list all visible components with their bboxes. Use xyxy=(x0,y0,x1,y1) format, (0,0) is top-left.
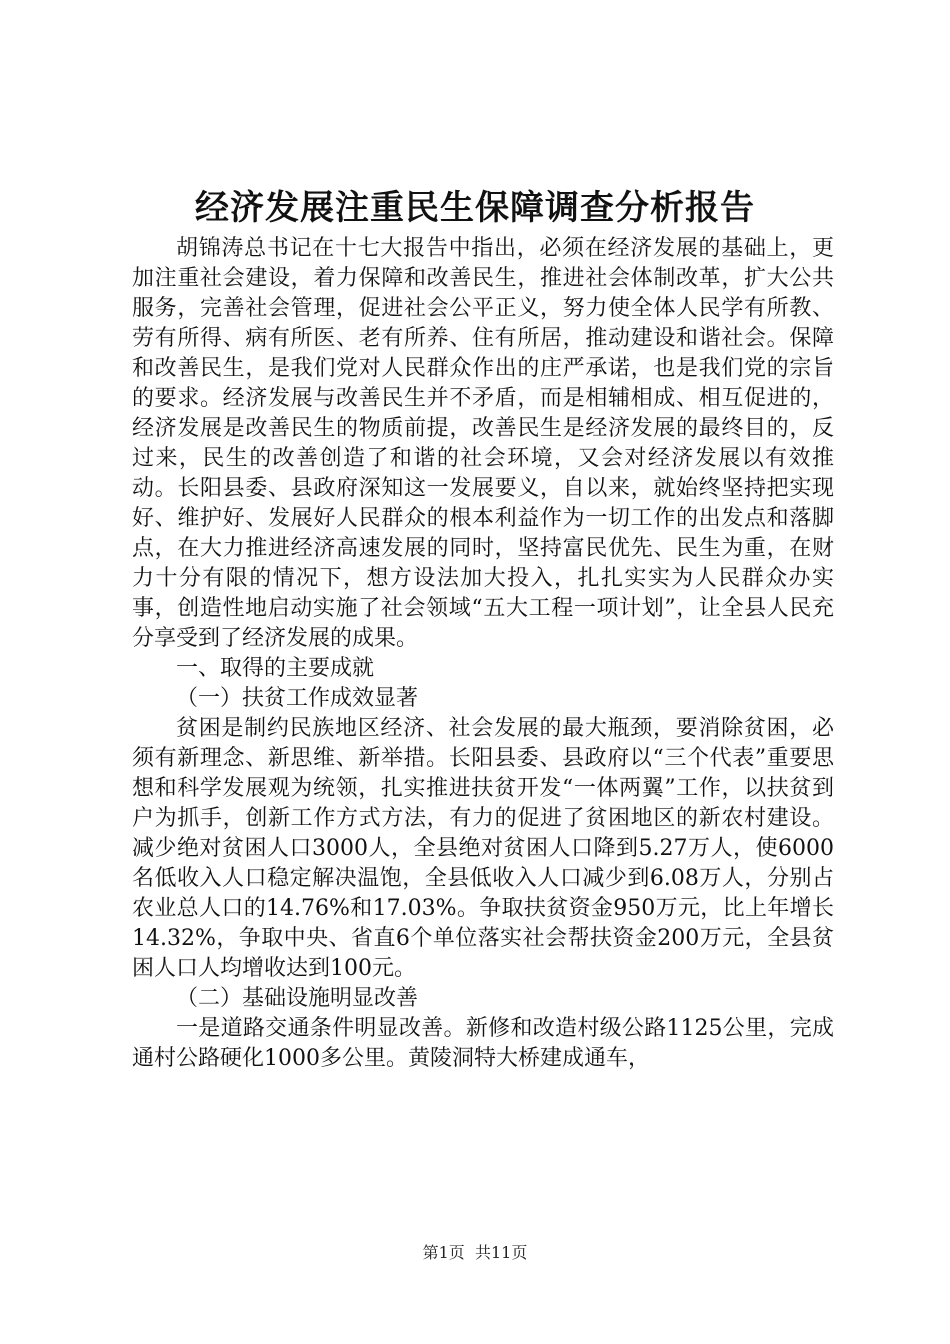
subsection-heading-1: （一）扶贫工作成效显著 xyxy=(176,686,419,711)
page-footer xyxy=(0,1241,950,1265)
poverty-paragraph: 贫困是制约民族地区经济、社会发展的最大瓶颈，要消除贫困，必须有新理念、新思维、新举措。长阳县委、县政府以“三个代表”重要思想和科学发展观为统领，扎实推进扶贫开发“一体两翼”工作，以扶贫到户为抓手，创新工作方式方法，有力的促进了贫困地区的新农村建设。减少绝对贫困人口3000人，全县绝对贫困人口降到5.27万人，使6000名低收入人口稳定解决温饱，全县低收入人口减少到6.08万人，分别占农业总人口的14.76%和17.03%。争取扶贫资金950万元，比上年增长14.32%，争取中央、省直6个单位落实社会帮扶资金200万元，全县贫困人口人均增收达到100元。 xyxy=(132,716,834,981)
document-body xyxy=(132,234,834,1074)
subsection-heading-2: （二）基础设施明显改善 xyxy=(176,986,419,1011)
document-title: 经济发展注重民生保障调查分析报告 xyxy=(195,188,755,228)
intro-paragraph: 胡锦涛总书记在十七大报告中指出，必须在经济发展的基础上，更加注重社会建设，着力保障和改善民生，推进社会体制改革，扩大公共服务，完善社会管理，促进社会公平正义，努力使全体人民学有所教、劳有所得、病有所医、老有所养、住有所居，推动建设和谐社会。保障和改善民生，是我们党对人民群众作出的庄严承诺，也是我们党的宗旨的要求。经济发展与改善民生并不矛盾，而是相辅相成、相互促进的，经济发展是改善民生的物质前提，改善民生是经济发展的最终目的，反过来，民生的改善创造了和谐的社会环境，又会对经济发展以有效推动。长阳县委、县政府深知这一发展要义，自以来，就始终坚持把实现好、维护好、发展好人民群众的根本利益作为一切工作的出发点和落脚点，在大力推进经济高速发展的同时，坚持富民优先、民生为重，在财力十分有限的情况下，想方设法加大投入，扎扎实实为人民群众办实事，创造性地启动实施了社会领域“五大工程一项计划”，让全县人民充分享受到了经济发展的成果。 xyxy=(132,236,834,651)
section-heading: 一、取得的主要成就 xyxy=(176,656,375,681)
page-number: 第1页 xyxy=(422,1243,465,1262)
infrastructure-paragraph: 一是道路交通条件明显改善。新修和改造村级公路1125公里，完成通村公路硬化1000多公里。黄陵洞特大桥建成通车， xyxy=(132,1016,834,1071)
page-total: 共11页 xyxy=(474,1243,528,1262)
